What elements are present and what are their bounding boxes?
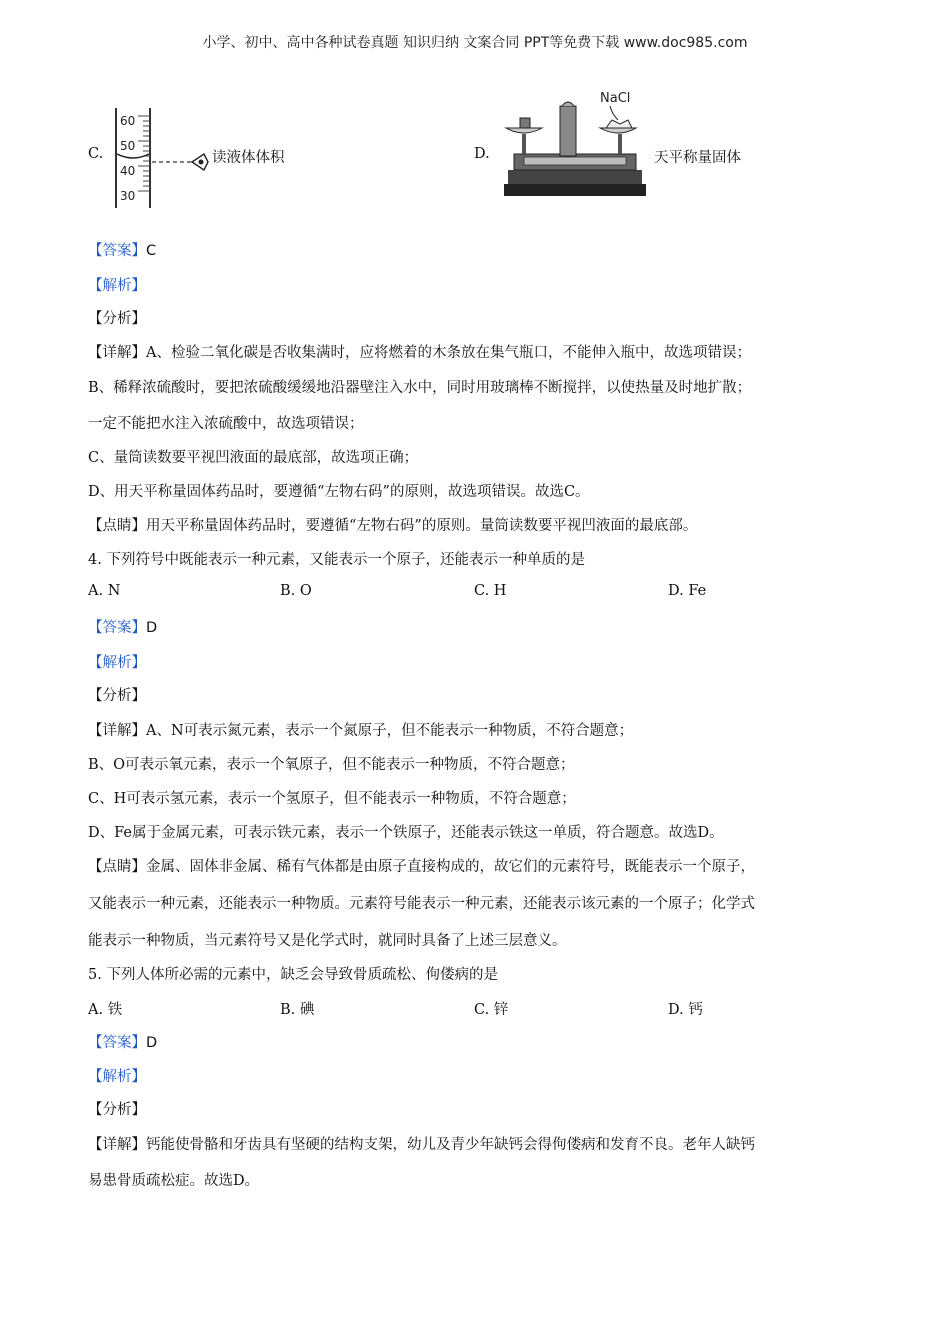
q4-detail-line-1 [88,719,633,740]
comment-label: 【点睛】 [88,518,146,534]
q4-detail-line-4: D、Fe属于金属元素，可表示铁元素，表示一个铁原子，还能表示铁这一单质，符合题意。故选D。 [88,825,724,841]
q5-analysis-label: 【解析】 [88,1069,146,1085]
q4-detail-text-1: A、N可表示氮元素，表示一个氮原子，但不能表示一种物质，不符合题意； [146,723,634,739]
tick-label-60: 60 [120,114,136,128]
q3-detail-line-1 [88,341,751,362]
option-d-letter: D. [474,146,490,162]
answer-label: 【答案】 [88,243,146,259]
q4-detail-line-2: B、O可表示氧元素，表示一个氧原子，但不能表示一种物质，不符合题意； [88,757,575,773]
q3-answer-line [88,239,156,260]
q3-detail-line-2: B、稀释浓硫酸时，要把浓硫酸缓缓地沿器壁注入水中，同时用玻璃棒不断搅拌，以使热量及时地扩散； [88,380,752,396]
graduated-cylinder-figure [108,108,212,210]
detail-label: 【详解】 [88,723,146,739]
page-header: 小学、初中、高中各种试卷真题 知识归纳 文案合同 PPT等免费下载 www.doc985.com [202,35,748,51]
balance-scale-figure [500,84,650,200]
option-c-letter: C. [88,146,104,162]
answer-label: 【答案】 [88,620,146,636]
q4-answer: D [146,620,158,636]
detail-label: 【详解】 [88,345,146,361]
q3-detail-line-3: 一定不能把水注入浓硫酸中，故选项错误； [88,416,364,432]
q5-detail-line-1 [88,1133,755,1154]
q5-option-b: B. 碘 [280,1002,315,1018]
eye-icon [192,154,208,170]
q3-comment-line [88,514,697,535]
q5-option-d: D. 钙 [668,1002,703,1018]
q4-comment-line-1 [88,855,755,876]
tick-label-40: 40 [120,164,136,178]
q3-fenxi-label: 【分析】 [88,311,146,327]
q5-stem: 5. 下列人体所必需的元素中，缺乏会导致骨质疏松、佝偻病的是 [88,967,498,983]
q4-option-d: D. Fe [668,583,707,599]
q4-fenxi-label: 【分析】 [88,688,146,704]
q5-answer-line [88,1031,157,1052]
q3-detail-text-1: A、检验二氧化碳是否收集满时，应将燃着的木条放在集气瓶口，不能伸入瓶中，故选项错误； [146,345,751,361]
q5-fenxi-label: 【分析】 [88,1102,146,1118]
option-c-caption: 读液体体积 [212,150,285,166]
q4-analysis-label: 【解析】 [88,655,146,671]
comment-label: 【点睛】 [88,859,146,875]
nacl-label: NaCl [600,91,631,106]
q4-comment-text-1: 金属、固体非金属、稀有气体都是由原子直接构成的，故它们的元素符号，既能表示一个原子， [146,859,755,875]
q4-comment-line-3: 能表示一种物质，当元素符号又是化学式时，就同时具备了上述三层意义。 [88,933,567,949]
q4-comment-line-2: 又能表示一种元素，还能表示一种物质。元素符号能表示一种元素，还能表示该元素的一个原子；化学式 [88,896,755,912]
q5-answer: D [146,1035,158,1051]
tick-label-30: 30 [120,189,136,203]
answer-label: 【答案】 [88,1035,146,1051]
q4-option-b: B. O [280,583,312,599]
detail-label: 【详解】 [88,1137,146,1153]
q3-comment-text: 用天平称量固体药品时，要遵循“左物右码”的原则。量筒读数要平视凹液面的最底部。 [146,518,698,534]
q4-stem: 4. 下列符号中既能表示一种元素，又能表示一个原子，还能表示一种单质的是 [88,552,585,568]
q3-answer: C [146,243,157,259]
q4-answer-line [88,616,157,637]
q5-option-a: A. 铁 [88,1002,123,1018]
q3-detail-line-4: C、量筒读数要平视凹液面的最底部，故选项正确； [88,450,419,466]
q5-detail-line-2: 易患骨质疏松症。故选D。 [88,1173,260,1189]
q4-option-a: A. N [88,583,121,599]
q5-option-c: C. 锌 [474,1002,509,1018]
q4-detail-line-3: C、H可表示氢元素，表示一个氢原子，但不能表示一种物质，不符合题意； [88,791,576,807]
tick-label-50: 50 [120,139,136,153]
option-d-caption: 天平称量固体 [654,150,741,166]
q3-analysis-label: 【解析】 [88,278,146,294]
q3-detail-line-5: D、用天平称量固体药品时，要遵循“左物右码”的原则，故选项错误。故选C。 [88,484,590,500]
q5-detail-text-1: 钙能使骨骼和牙齿具有坚硬的结构支架，幼儿及青少年缺钙会得佝偻病和发育不良。老年人缺钙 [146,1137,755,1153]
q4-option-c: C. H [474,583,507,599]
